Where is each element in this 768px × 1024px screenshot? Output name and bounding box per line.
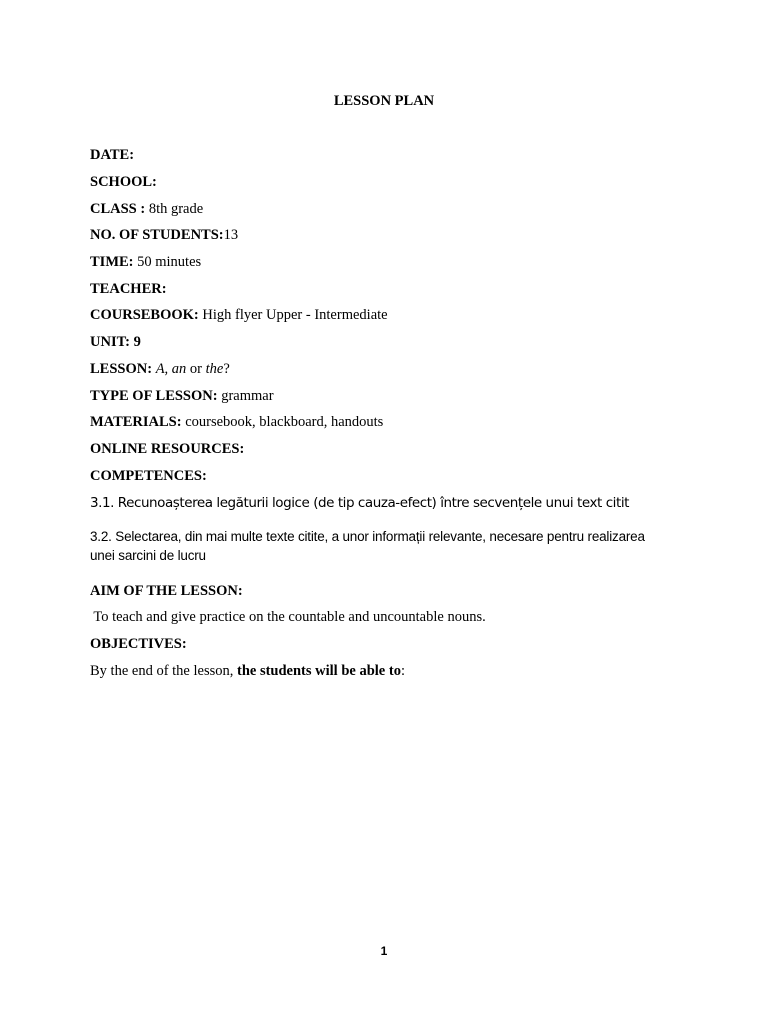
school-line <box>90 174 157 191</box>
objectives-label: OBJECTIVES: <box>90 636 187 652</box>
teacher-label: TEACHER: <box>90 281 167 297</box>
objectives-text <box>90 663 405 680</box>
type-label: TYPE OF LESSON: <box>90 388 218 404</box>
competences-line <box>90 468 207 485</box>
online-label: ONLINE RESOURCES: <box>90 441 245 457</box>
class-line <box>90 201 203 218</box>
materials-label: MATERIALS: <box>90 414 182 430</box>
competence-3-2: 3.2. Selectarea, din mai multe texte citite, a unor informații relevante, necesare pentru realizarea <box>90 529 645 544</box>
coursebook-label: COURSEBOOK: <box>90 307 199 323</box>
coursebook-line <box>90 307 388 324</box>
teacher-line <box>90 281 167 298</box>
date-label: DATE: <box>90 147 135 163</box>
time-label: TIME: <box>90 254 134 270</box>
page-number: 1 <box>380 944 388 958</box>
students-line <box>90 227 238 244</box>
online-line <box>90 441 244 458</box>
date-line <box>90 147 134 164</box>
objectives-intro: By the end of the lesson, <box>90 663 237 679</box>
time-value: 50 minutes <box>133 254 202 270</box>
unit-line <box>90 334 141 351</box>
students-label: NO. OF STUDENTS: <box>90 227 224 243</box>
class-label: CLASS : <box>90 201 146 217</box>
aim-label: AIM OF THE LESSON: <box>90 583 243 599</box>
class-value: 8th grade <box>145 201 204 217</box>
competence-3-1: 3.1. Recunoașterea legăturii logice (de tip cauza-efect) între secvențele unui text citit <box>90 495 629 511</box>
school-label: SCHOOL: <box>90 174 157 190</box>
type-value: grammar <box>217 388 274 404</box>
competences-label: COMPETENCES: <box>90 468 207 484</box>
competence-3-2-continued: unei sarcini de lucru <box>90 548 206 563</box>
lesson-line <box>90 361 230 378</box>
type-line <box>90 388 274 405</box>
materials-line <box>90 414 383 431</box>
students-value: 13 <box>223 227 239 243</box>
coursebook-value: High flyer Upper - Intermediate <box>198 307 388 323</box>
unit-label: UNIT: 9 <box>90 334 141 350</box>
aim-heading <box>90 583 243 600</box>
document-title: LESSON PLAN <box>333 93 435 109</box>
lesson-the: the <box>205 361 224 377</box>
lesson-label: LESSON: <box>90 361 153 377</box>
objectives-heading <box>90 636 187 653</box>
time-line <box>90 254 201 271</box>
lesson-question-mark: ? <box>223 361 230 377</box>
lesson-articles: A, an <box>155 361 187 377</box>
objectives-bold: the students will be able to <box>237 663 401 679</box>
objectives-end: : <box>400 663 405 679</box>
materials-value: coursebook, blackboard, handouts <box>181 414 384 430</box>
lesson-or: or <box>186 361 206 377</box>
aim-text: To teach and give practice on the countable and uncountable nouns. <box>90 609 486 625</box>
